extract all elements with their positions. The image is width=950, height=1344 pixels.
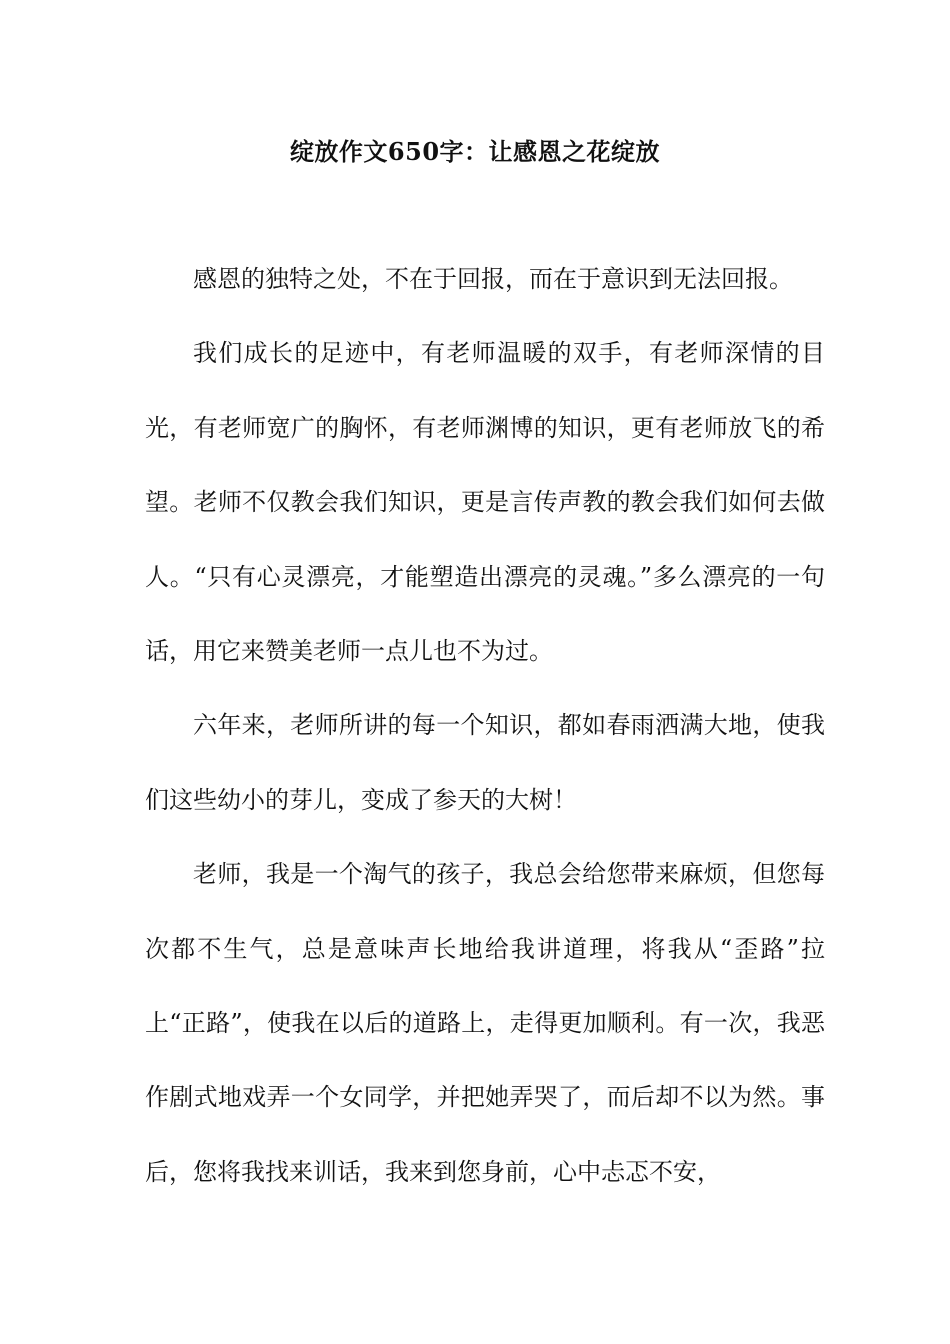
paragraph-1: 感恩的独特之处，不在于回报，而在于意识到无法回报。 — [193, 265, 793, 293]
document-body — [145, 242, 825, 1209]
paragraph-2: 我们成长的足迹中，有老师温暖的双手，有老师深情的目光，有老师宽广的胸怀，有老师渊博的知识，更有老师放飞的希望。老师不仅教会我们知识，更是言传声教的教会我们如何去做人。“只有心灵漂亮，才能塑造出漂亮的灵魂。”多么漂亮的一句话，用它来赞美老师一点儿也不为过。 — [145, 339, 825, 666]
paragraph-4: 老师，我是一个淘气的孩子，我总会给您带来麻烦，但您每次都不生气，总是意味声长地给我讲道理，将我从“歪路”拉上“正路”，使我在以后的道路上，走得更加顺利。有一次，我恶作剧式地戏弄一个女同学，并把她弄哭了，而后却不以为然。事后，您将我找来训话，我来到您身前，心中忐忑不安， — [145, 860, 825, 1186]
document-title: 绽放作文650字：让感恩之花绽放 — [289, 137, 661, 166]
paragraph-3: 六年来，老师所讲的每一个知识，都如春雨洒满大地，使我们这些幼小的芽儿，变成了参天的大树！ — [145, 711, 825, 814]
